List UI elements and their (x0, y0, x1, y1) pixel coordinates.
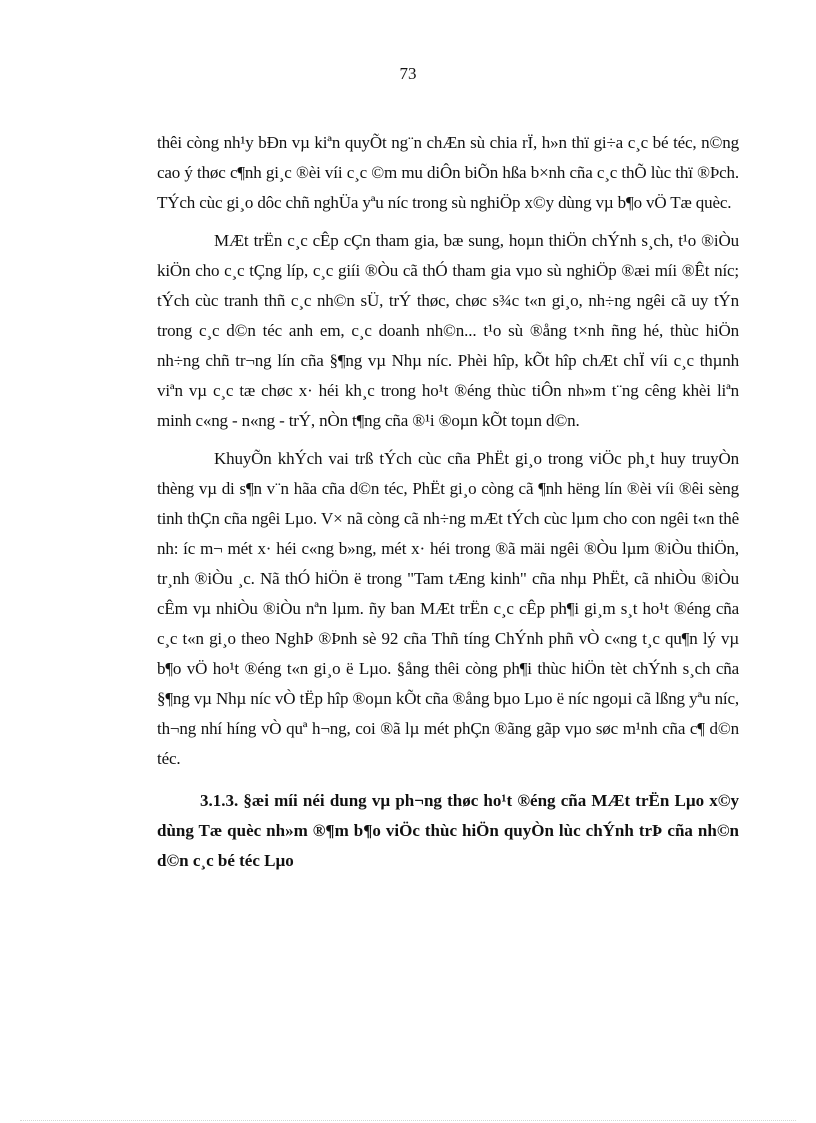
paragraph-2: MÆt trËn c¸c cÊp cÇn tham gia, bæ sung, hoµn thiÖn chÝnh s¸ch, t¹o ®iÒu kiÖn cho c¸c tÇng líp, c¸c giíi ®Òu cã thÓ tham gia vµo sù nghiÖp ®æi míi ®Êt níc; tÝch cùc tranh thñ c¸c nh©n sÜ, trÝ thøc, chøc s¾c t«n gi¸o, nh÷ng ngêi cã uy tÝn trong c¸c d©n téc anh em, c¸c doanh nh©n... t¹o sù ®ång t×nh ñng hé, thùc hiÖn nh÷ng chñ tr¬ng lín cña §¶ng vµ Nhµ níc. Phèi hîp, kÕt hîp chÆt chÏ víi c¸c thµnh viªn vµ c¸c tæ chøc x· héi kh¸c trong ho¹t ®éng thùc tiÔn nh»m t¨ng cêng khèi liªn minh c«ng - n«ng - trÝ, nÒn t¶ng cña ®¹i ®oµn kÕt toµn d©n. (157, 231, 739, 430)
paragraph-3: KhuyÕn khÝch vai trß tÝch cùc cña PhËt gi¸o trong viÖc ph¸t huy truyÒn thèng vµ di s¶n v¨n hãa cña d©n téc, PhËt gi¸o còng cã ¶nh hëng lín ®èi víi ®êi sèng tinh thÇn cña ngêi Lµo. V× nã còng cã nh÷ng mÆt tÝch cùc lµm cho con ngêi t«n thê nh: íc m¬ mét x· héi c«ng b»ng, mét x· héi trong ®ã mäi ngêi ®Òu lµm ®iÒu thiÖn, tr¸nh ®iÒu ¸c. Nã thÓ hiÖn ë trong "Tam tÆng kinh" cña nhµ PhËt, cã nhiÒu ®iÒu cÊm vµ nhiÒu ®iÒu nªn lµm. ñy ban MÆt trËn c¸c cÊp ph¶i gi¸m s¸t ho¹t ®éng cña c¸c t«n gi¸o theo NghÞ ®Þnh sè 92 cña Thñ tíng ChÝnh phñ vÒ c«ng t¸c qu¶n lý vµ b¶o vÖ ho¹t ®éng t«n gi¸o ë Lµo. §ång thêi còng ph¶i thùc hiÖn tèt chÝnh s¸ch cña §¶ng vµ Nhµ níc vÒ tËp hîp ®oµn kÕt cña ®ång bµo Lµo ë níc ngoµi cã lßng yªu níc, th¬ng nhí híng vÒ quª h¬ng, coi ®ã lµ mét phÇn ®ãng gãp vµo søc m¹nh cña c¶ d©n téc. (157, 449, 739, 768)
paragraph-1: thêi còng nh¹y bÐn vµ kiªn quyÕt ng¨n chÆn sù chia rÏ, h»n thï gi÷a c¸c bé téc, n©ng cao ý thøc c¶nh gi¸c ®èi víi c¸c ©m mu diÔn biÕn hßa b×nh cña c¸c thÕ lùc thï ®Þch. TÝch cùc gi¸o dôc chñ nghÜa yªu níc trong sù nghiÖp x©y dùng vµ b¶o vÖ Tæ quèc. (157, 133, 739, 212)
page-bottom-border (20, 1120, 796, 1121)
page-number: 73 (399, 64, 417, 83)
section-heading: 3.1.3. §æi míi néi dung vµ ph¬ng thøc ho¹t ®éng cña MÆt trËn Lµo x©y dùng Tæ quèc nh»m ®¶m b¶o viÖc thùc hiÖn quyÒn lùc chÝnh trÞ cña nh©n d©n c¸c bé téc Lµo (157, 791, 739, 870)
body-text (157, 128, 739, 893)
